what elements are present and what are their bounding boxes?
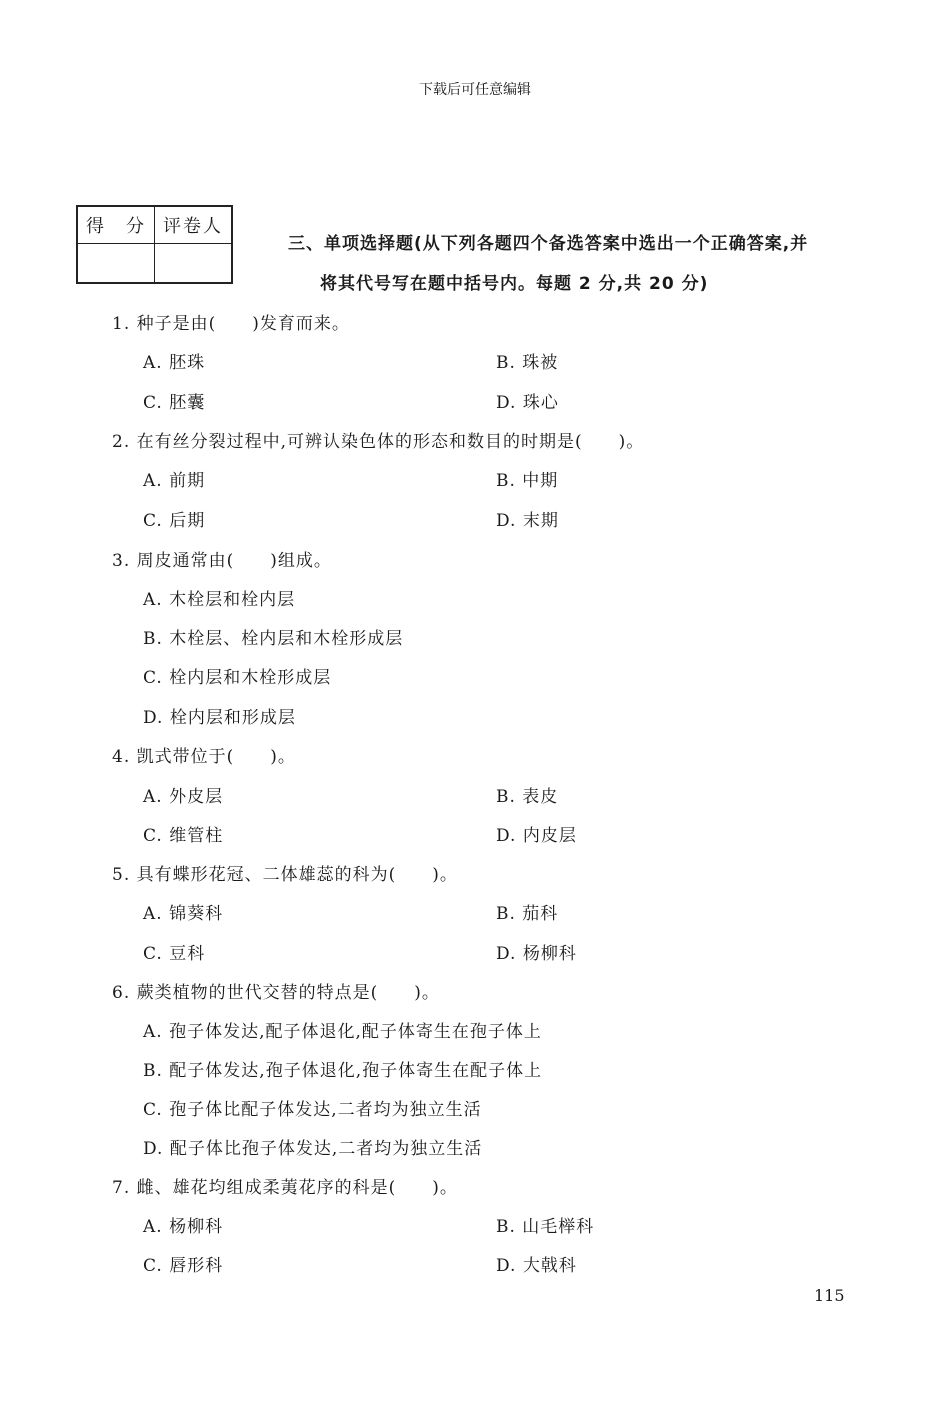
grader-cell: [155, 244, 233, 284]
option: A. 锦葵科: [143, 904, 224, 924]
option: C. 胚囊: [143, 393, 206, 413]
score-label: 得 分: [77, 206, 155, 244]
option: C. 孢子体比配子体发达,二者均为独立生活: [143, 1100, 482, 1120]
question-stem: 1. 种子是由( )发育而来。: [112, 314, 350, 334]
option: A. 孢子体发达,配子体退化,配子体寄生在孢子体上: [143, 1022, 542, 1042]
option: D. 配子体比孢子体发达,二者均为独立生活: [143, 1139, 483, 1159]
option: D. 末期: [496, 511, 559, 531]
option: B. 表皮: [496, 787, 559, 807]
score-cell: [77, 244, 155, 284]
section-title-continued: 将其代号写在题中括号内。每题 2 分,共 20 分): [320, 274, 709, 294]
question-stem: 2. 在有丝分裂过程中,可辨认染色体的形态和数目的时期是( )。: [112, 432, 645, 452]
option: B. 珠被: [496, 353, 559, 373]
option: C. 维管柱: [143, 826, 224, 846]
option: D. 内皮层: [496, 826, 577, 846]
option: A. 木栓层和栓内层: [143, 590, 296, 610]
score-table: [76, 205, 233, 284]
option: B. 茄科: [496, 904, 559, 924]
page-number: 115: [814, 1286, 845, 1305]
option: C. 豆科: [143, 944, 206, 964]
option: A. 胚珠: [143, 353, 206, 373]
header-note: 下载后可任意编辑: [419, 82, 531, 98]
option: D. 栓内层和形成层: [143, 708, 296, 728]
question-stem: 6. 蕨类植物的世代交替的特点是( )。: [112, 983, 440, 1003]
option: B. 木栓层、栓内层和木栓形成层: [143, 629, 404, 649]
option: B. 中期: [496, 471, 559, 491]
option: C. 后期: [143, 511, 206, 531]
question-stem: 5. 具有蝶形花冠、二体雄蕊的科为( )。: [112, 865, 458, 885]
option: D. 杨柳科: [496, 944, 577, 964]
option: C. 唇形科: [143, 1256, 224, 1276]
option: B. 配子体发达,孢子体退化,孢子体寄生在配子体上: [143, 1061, 543, 1081]
question-stem: 3. 周皮通常由( )组成。: [112, 551, 332, 571]
question-stem: 7. 雌、雄花均组成柔荑花序的科是( )。: [112, 1178, 458, 1198]
option: D. 珠心: [496, 393, 559, 413]
question-stem: 4. 凯式带位于( )。: [112, 747, 296, 767]
section-title: 三、单项选择题(从下列各题四个备选答案中选出一个正确答案,并: [288, 234, 809, 254]
grader-label: 评卷人: [155, 206, 233, 244]
option: B. 山毛榉科: [496, 1217, 595, 1237]
option: A. 前期: [143, 471, 206, 491]
option: D. 大戟科: [496, 1256, 577, 1276]
option: C. 栓内层和木栓形成层: [143, 668, 332, 688]
option: A. 杨柳科: [143, 1217, 224, 1237]
option: A. 外皮层: [143, 787, 224, 807]
